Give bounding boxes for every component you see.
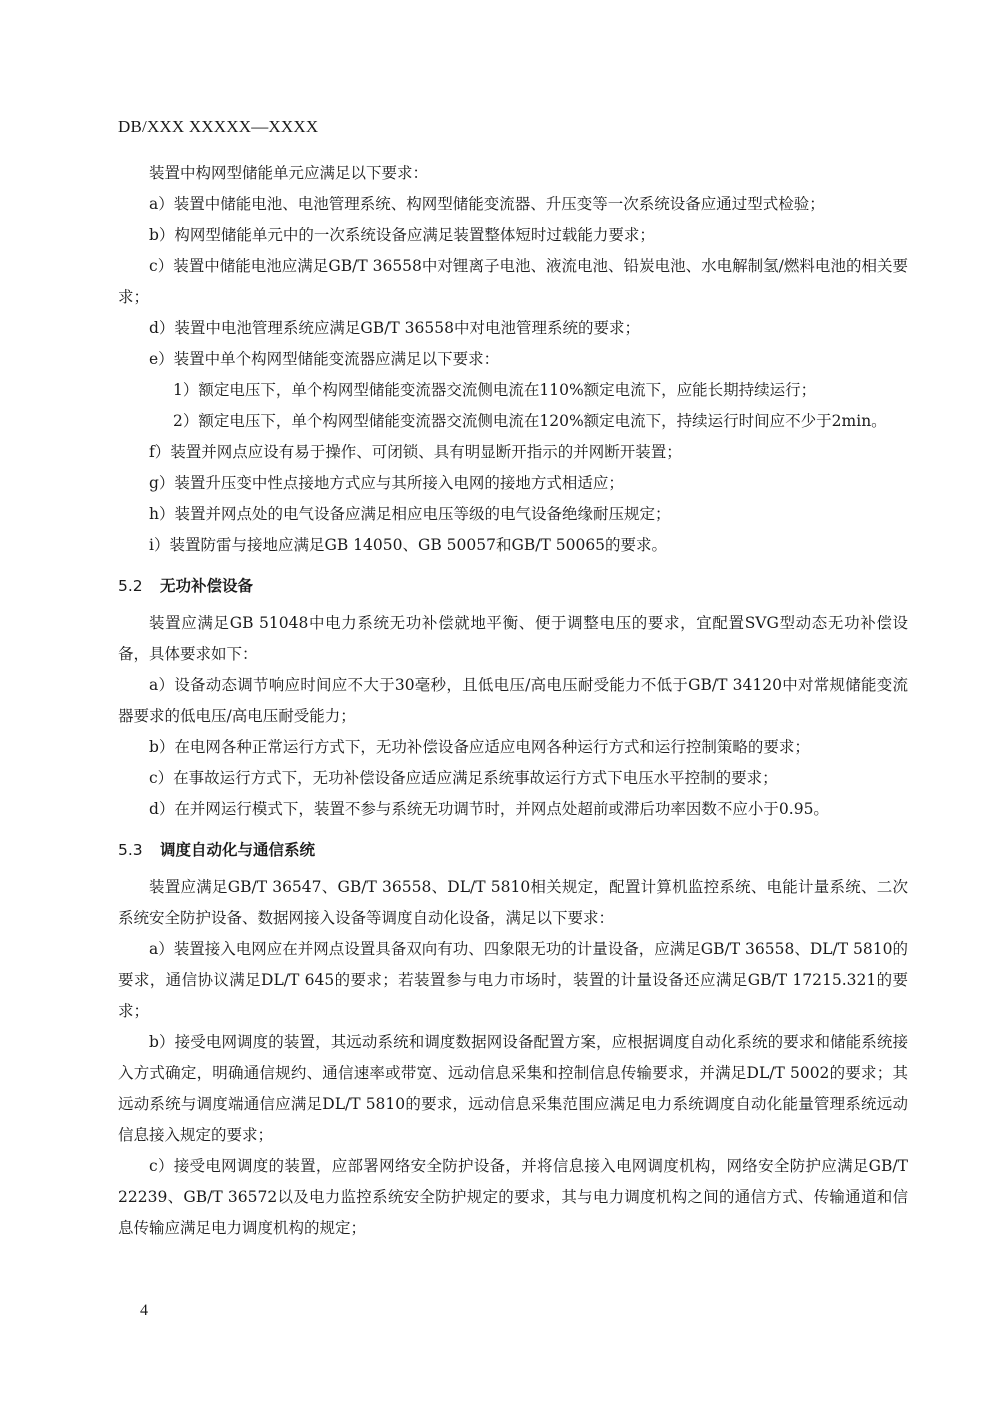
list-item-b: b）在电网各种正常运行方式下，无功补偿设备应适应电网各种运行方式和运行控制策略的要求； — [149, 738, 810, 756]
list-item-g: g）装置升压变中性点接地方式应与其所接入电网的接地方式相适应； — [149, 474, 624, 492]
sub-item-e-1: 1）额定电压下，单个构网型储能变流器交流侧电流在110%额定电流下，应能长期持续运行； — [173, 381, 817, 399]
section-title: 无功补偿设备 — [160, 577, 254, 595]
list-item-a: a）设备动态调节响应时间应不大于30毫秒，且低电压/高电压耐受能力不低于GB/T 34120中对常规储能变流器要求的低电压/高电压耐受能力； — [118, 676, 908, 725]
list-item-d: d）装置中电池管理系统应满足GB/T 36558中对电池管理系统的要求； — [149, 319, 640, 337]
list-item-e: e）装置中单个构网型储能变流器应满足以下要求： — [149, 350, 500, 368]
dispatch-automation-intro: 装置应满足GB/T 36547、GB/T 36558、DL/T 5810相关规定，配置计算机监控系统、电能计量系统、二次系统安全防护设备、数据网接入设备等调度自动化设备，满足以下要求： — [118, 878, 908, 927]
list-item-h: h）装置并网点处的电气设备应满足相应电压等级的电气设备绝缘耐压规定； — [149, 505, 671, 523]
section-heading-5-2 — [118, 571, 908, 602]
section-number: 5.2 — [118, 577, 143, 595]
list-item-f: f）装置并网点应设有易于操作、可闭锁、具有明显断开指示的并网断开装置； — [149, 443, 682, 461]
section-number: 5.3 — [118, 841, 143, 859]
list-item-c: c）接受电网调度的装置，应部署网络安全防护设备，并将信息接入电网调度机构，网络安全防护应满足GB/T 22239、GB/T 36572以及电力监控系统安全防护规定的要求，其与电力调度机构之间的通信方式、传输通道和信息传输应满足电力调度机构的规定； — [118, 1157, 908, 1237]
document-code-header: DB/XXX XXXXX—XXXX — [118, 117, 319, 136]
page-number: 4 — [140, 1302, 148, 1319]
list-item-a: a）装置中储能电池、电池管理系统、构网型储能变流器、升压变等一次系统设备应通过型式检验； — [149, 195, 825, 213]
list-item-c: c）装置中储能电池应满足GB/T 36558中对锂离子电池、液流电池、铅炭电池、水电解制氢/燃料电池的相关要求； — [118, 257, 908, 306]
section-title: 调度自动化与通信系统 — [160, 841, 316, 859]
list-item-i: i）装置防雷与接地应满足GB 14050、GB 50057和GB/T 50065的要求。 — [149, 536, 668, 554]
sub-item-e-2: 2）额定电压下，单个构网型储能变流器交流侧电流在120%额定电流下，持续运行时间应不少于2min。 — [173, 412, 887, 430]
list-item-b: b）构网型储能单元中的一次系统设备应满足装置整体短时过载能力要求； — [149, 226, 655, 244]
document-body — [118, 158, 908, 1244]
section-heading-5-3 — [118, 835, 908, 866]
reactive-compensation-intro: 装置应满足GB 51048中电力系统无功补偿就地平衡、便于调整电压的要求，宜配置SVG型动态无功补偿设备，具体要求如下： — [118, 614, 908, 663]
list-item-a: a）装置接入电网应在并网点设置具备双向有功、四象限无功的计量设备，应满足GB/T 36558、DL/T 5810的要求，通信协议满足DL/T 645的要求；若装置参与电力市场时，装置的计量设备还应满足GB/T 17215.321的要求； — [118, 940, 908, 1020]
storage-unit-intro: 装置中构网型储能单元应满足以下要求： — [149, 164, 429, 182]
list-item-b: b）接受电网调度的装置，其远动系统和调度数据网设备配置方案，应根据调度自动化系统的要求和储能系统接入方式确定，明确通信规约、通信速率或带宽、远动信息采集和控制信息传输要求，并满足DL/T 5002的要求；其远动系统与调度端通信应满足DL/T 5810的要求，远动信息采集范围应满足电力系统调度自动化能量管理系统远动信息接入规定的要求； — [118, 1033, 908, 1144]
list-item-d: d）在并网运行模式下，装置不参与系统无功调节时，并网点处超前或滞后功率因数不应小于0.95。 — [149, 800, 829, 818]
list-item-c: c）在事故运行方式下，无功补偿设备应适应满足系统事故运行方式下电压水平控制的要求； — [149, 769, 778, 787]
